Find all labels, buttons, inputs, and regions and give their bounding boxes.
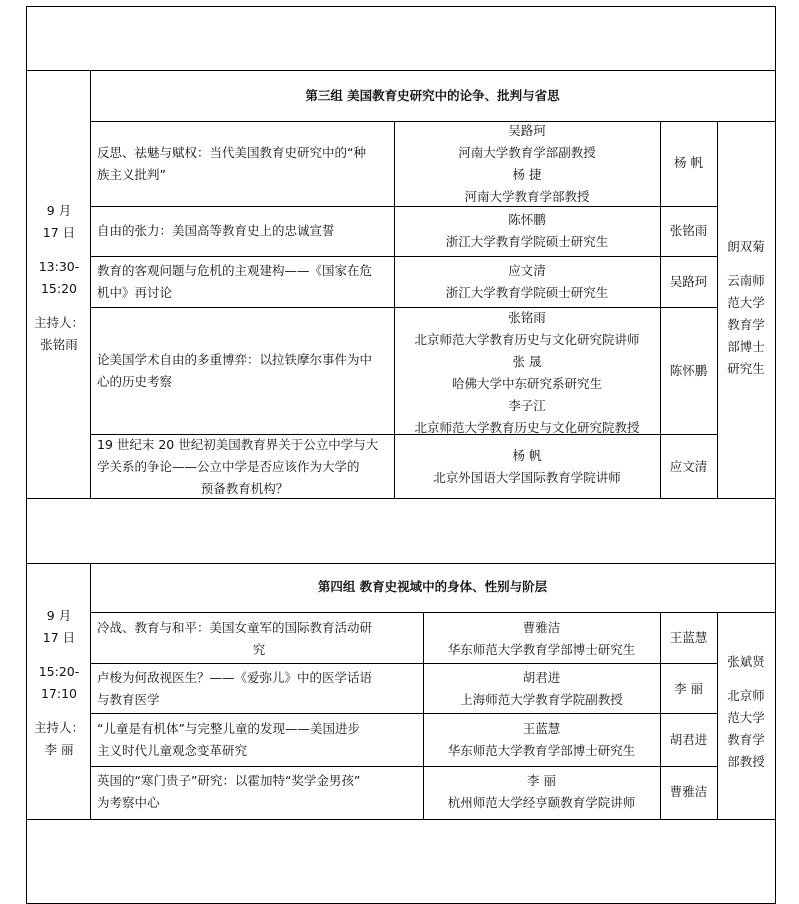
date-day: 17 日 (42, 630, 76, 645)
commentator-name: 张斌贤 (727, 654, 765, 669)
session-time-info (28, 200, 90, 356)
author-affiliation: 华东师范大学教育学部博士研究生 (447, 642, 636, 657)
divider (26, 819, 775, 820)
author-affiliation: 浙江大学教育学院硕士研究生 (445, 234, 609, 249)
author-list (394, 445, 660, 489)
discussant: 曹雅洁 (669, 784, 708, 799)
author-name: 王蓝慧 (522, 721, 561, 736)
paper-title (97, 770, 421, 814)
divider (26, 563, 775, 564)
table-border-left (26, 6, 27, 904)
paper-title-line: 与教育医学 (97, 692, 160, 707)
divider (26, 70, 775, 71)
author-name: 杨 帆 (512, 448, 542, 463)
session-title: 第三组 美国教育史研究中的论争、批判与省思 (305, 88, 560, 103)
author-list (394, 209, 660, 253)
author-list (394, 307, 660, 439)
paper-title-line: 卢梭为何敌视医生？——《爱弥儿》中的医学话语 (97, 670, 373, 685)
divider (90, 612, 775, 613)
host-name: 李 丽 (44, 742, 74, 757)
paper-title-line: 预备教育机构？ (200, 481, 289, 496)
time-end: 15:20 (40, 281, 78, 296)
discussant: 张铭雨 (669, 223, 708, 238)
author-affiliation: 上海师范大学教育学院副教授 (460, 692, 623, 707)
date-month: 9 月 (46, 203, 72, 218)
discussant: 李 丽 (674, 681, 703, 696)
author-list (423, 718, 660, 762)
time-start: 13:30- (38, 259, 80, 274)
host-name: 张铭雨 (40, 337, 78, 352)
paper-title (97, 220, 392, 242)
author-affiliation: 河南大学教育学部副教授 (458, 145, 596, 160)
host-label: 主持人： (33, 720, 84, 735)
paper-title-line: 机中》再讨论 (97, 285, 173, 300)
author-name: 张铭雨 (508, 310, 546, 325)
paper-title-line: 心的历史考察 (97, 374, 173, 389)
time-end: 17:10 (40, 686, 78, 701)
author-affiliation: 哈佛大学中东研究系研究生 (451, 376, 602, 391)
paper-title-line: 学关系的争论——公立中学是否应该作为大学的 (97, 459, 360, 474)
paper-title-line: 教育的客观问题与危机的主观建构——《国家在危 (97, 263, 373, 278)
paper-title-line: 英国的“寒门贵子”研究：以霍加特“奖学金男孩” (97, 773, 361, 788)
discussant: 陈怀鹏 (669, 363, 708, 378)
divider (90, 713, 717, 714)
paper-title-line: 为考察中心 (97, 795, 160, 810)
paper-title (97, 434, 392, 500)
paper-title-line: 主义时代儿童观念变革研究 (97, 743, 248, 758)
author-name: 吴路珂 (508, 123, 546, 138)
commentator-affiliation-line: 北京师 (727, 688, 765, 703)
author-name: 张 晟 (512, 354, 542, 369)
commentator-affiliation-line: 云南师 (727, 273, 765, 288)
discussant: 应文清 (669, 459, 708, 474)
author-name: 应文清 (508, 263, 546, 278)
paper-title-line: 自由的张力：美国高等教育史上的忠诚宣誓 (97, 223, 335, 238)
commentator (717, 651, 775, 773)
paper-title (97, 260, 392, 304)
divider (90, 663, 717, 664)
author-name: 杨 捷 (512, 167, 542, 182)
author-list (423, 617, 660, 661)
paper-title-line: 论美国学术自由的多重博弈：以拉铁摩尔事件为中 (97, 352, 373, 367)
paper-title-line: 19 世纪末 20 世纪初美国教育界关于公立中学与大 (97, 437, 379, 452)
commentator-name: 朗双菊 (727, 239, 765, 254)
date-month: 9 月 (46, 608, 72, 623)
paper-title-line: 究 (252, 642, 266, 657)
divider (90, 766, 717, 767)
paper-title (97, 349, 392, 393)
commentator-affiliation-line: 部教授 (727, 754, 765, 769)
commentator-affiliation-line: 范大学 (727, 295, 765, 310)
commentator-affiliation-line: 范大学 (727, 710, 765, 725)
time-start: 15:20- (38, 664, 80, 679)
paper-title-line: 族主义批判” (97, 167, 166, 182)
author-name: 陈怀鹏 (508, 212, 546, 227)
session-title: 第四组 教育史视域中的身体、性别与阶层 (317, 579, 548, 594)
author-name: 胡君进 (522, 670, 561, 685)
paper-title-line: 冷战、教育与和平：美国女童军的国际教育活动研 (97, 620, 373, 635)
author-list (423, 667, 660, 711)
commentator-affiliation-line: 教育学 (727, 317, 765, 332)
author-affiliation: 北京师范大学教育历史与文化研究院教授 (414, 420, 640, 435)
divider (90, 256, 717, 257)
paper-title-line: “儿童是有机体”与完整儿童的发现——美国进步 (97, 721, 360, 736)
paper-title (97, 142, 392, 186)
table-border-top (26, 6, 775, 7)
divider (90, 563, 91, 819)
author-affiliation: 杭州师范大学经亨颐教育学院讲师 (447, 795, 636, 810)
discussant: 胡君进 (669, 732, 708, 747)
author-affiliation: 北京外国语大学国际教育学院讲师 (433, 470, 621, 485)
author-list (423, 770, 660, 814)
table-border-right (775, 6, 776, 904)
paper-title (97, 617, 421, 661)
host-label: 主持人： (33, 315, 84, 330)
paper-title (97, 718, 421, 762)
commentator (717, 236, 775, 380)
divider (660, 121, 661, 498)
author-list (394, 260, 660, 304)
author-affiliation: 华东师范大学教育学部博士研究生 (447, 743, 636, 758)
author-name: 李 丽 (527, 773, 556, 788)
author-name: 曹雅洁 (522, 620, 561, 635)
discussant: 杨 帆 (674, 155, 703, 170)
author-affiliation: 北京师范大学教育历史与文化研究院讲师 (414, 332, 640, 347)
discussant: 吴路珂 (669, 274, 708, 289)
author-name: 李子江 (508, 398, 546, 413)
author-list (394, 120, 660, 208)
commentator-affiliation-line: 部博士 (727, 339, 765, 354)
date-day: 17 日 (42, 225, 76, 240)
session-time-info (28, 605, 90, 761)
commentator-affiliation-line: 研究生 (727, 361, 765, 376)
author-affiliation: 河南大学教育学部教授 (464, 189, 590, 204)
paper-title (97, 667, 421, 711)
commentator-affiliation-line: 教育学 (727, 732, 765, 747)
author-affiliation: 浙江大学教育学院硕士研究生 (445, 285, 609, 300)
paper-title-line: 反思、祛魅与赋权：当代美国教育史研究中的“种 (97, 145, 366, 160)
discussant: 王蓝慧 (669, 630, 708, 645)
